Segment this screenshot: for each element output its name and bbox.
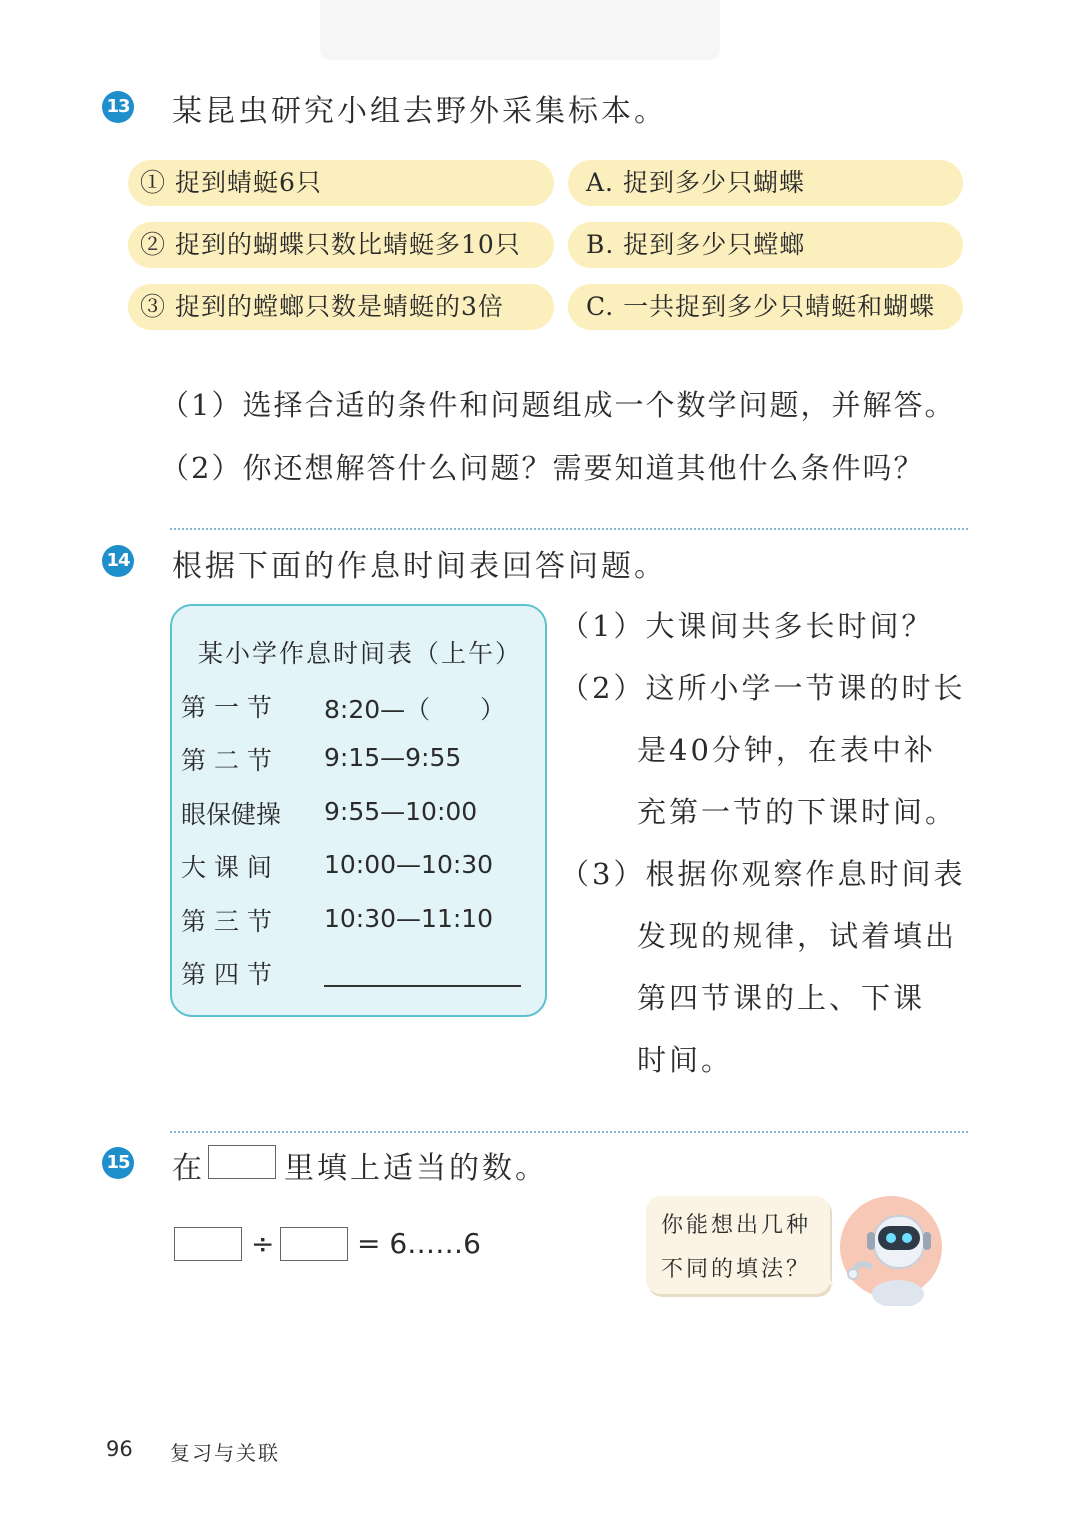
schedule-row-time: 10:00—10:30 [324, 850, 494, 879]
chapter-title: 复习与关联 [170, 1441, 280, 1465]
condition-card[interactable]: ② 捉到的蝴蝶只数比蜻蜓多10只 [128, 222, 554, 268]
divide-sign: ÷ [251, 1227, 275, 1260]
sub-question-line: 充第一节的下课时间。 [637, 795, 958, 829]
schedule-row-time: 9:55—10:00 [324, 797, 478, 826]
answer-blank-line[interactable] [324, 985, 521, 987]
schedule-row-label: 第 三 节 [181, 907, 272, 936]
top-header-fade [320, 0, 720, 60]
sub-question-line: 是40分钟，在表中补 [637, 733, 936, 767]
equation-result: = 6……6 [357, 1227, 481, 1260]
sub-question-line: 时间。 [637, 1043, 734, 1077]
condition-card[interactable]: ③ 捉到的螳螂只数是蜻蜓的3倍 [128, 284, 554, 330]
question-title-start: 在 [172, 1151, 205, 1186]
question-card[interactable]: A. 捉到多少只蝴蝶 [568, 160, 963, 206]
schedule-title: 某小学作息时间表（上午） [198, 639, 523, 668]
sub-question: （2）你还想解答什么问题？需要知道其他什么条件吗？ [160, 451, 925, 485]
question-title: 某昆虫研究小组去野外采集标本。 [172, 94, 667, 129]
divisor-input-box[interactable] [280, 1227, 348, 1261]
schedule-row-label: 第 四 节 [181, 960, 272, 989]
question-title-end: 里填上适当的数。 [284, 1151, 548, 1186]
schedule-row-time[interactable]: 8:20—（ ） [324, 695, 506, 724]
sub-question-line: 发现的规律，试着填出 [637, 919, 958, 953]
speech-bubble-line: 不同的填法？ [661, 1257, 812, 1282]
page-number: 96 [106, 1437, 133, 1461]
question-number-badge: 14 [102, 545, 134, 577]
sub-question-line: 第四节课的上、下课 [637, 981, 926, 1015]
sub-question-line: （3）根据你观察作息时间表 [560, 857, 966, 891]
section-divider [170, 528, 968, 530]
question-number-badge: 13 [102, 91, 134, 123]
sub-question: （1）选择合适的条件和问题组成一个数学问题，并解答。 [160, 388, 956, 422]
schedule-row-time: 9:15—9:55 [324, 743, 462, 772]
section-divider [170, 1131, 968, 1133]
example-answer-box [208, 1145, 276, 1179]
question-card[interactable]: C. 一共捉到多少只蜻蜓和蝴蝶 [568, 284, 963, 330]
schedule-row-time: 10:30—11:10 [324, 904, 494, 933]
schedule-row-label: 大 课 间 [181, 853, 272, 882]
schedule-row-label: 眼保健操 [181, 800, 282, 829]
schedule-row-label: 第 一 节 [181, 693, 272, 722]
condition-card[interactable]: ① 捉到蜻蜓6只 [128, 160, 554, 206]
question-card[interactable]: B. 捉到多少只螳螂 [568, 222, 963, 268]
question-number-badge: 15 [102, 1147, 134, 1179]
speech-bubble-line: 你能想出几种 [661, 1213, 812, 1238]
dividend-input-box[interactable] [174, 1227, 242, 1261]
sub-question: （1）大课间共多长时间？ [560, 609, 934, 643]
sub-question-line: （2）这所小学一节课的时长 [560, 671, 966, 705]
robot-icon [840, 1196, 950, 1306]
question-title: 根据下面的作息时间表回答问题。 [172, 549, 667, 584]
schedule-row-label: 第 二 节 [181, 746, 272, 775]
